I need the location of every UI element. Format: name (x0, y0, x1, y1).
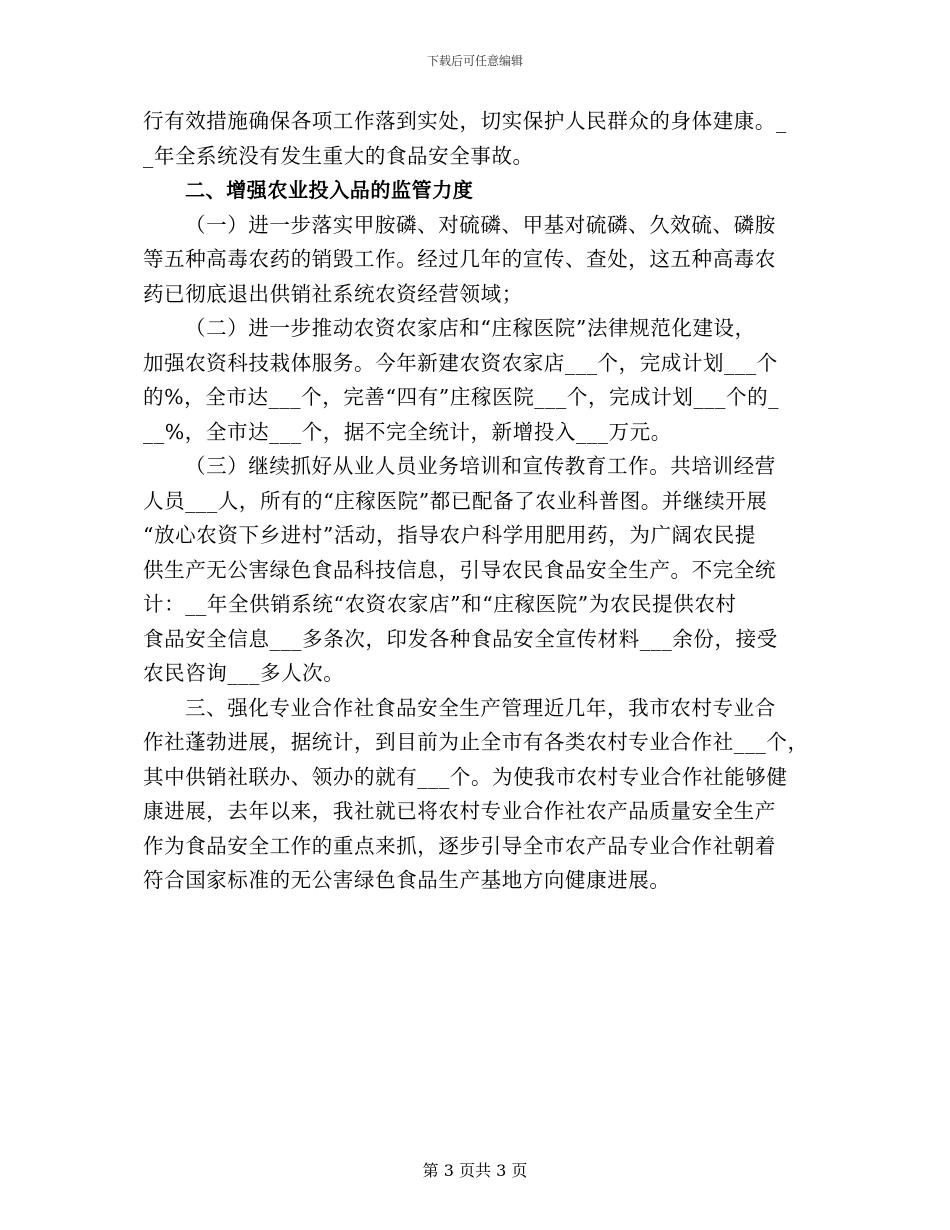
text-line: 符合国家标准的无公害绿色食品生产基地方向健康进展。 (143, 868, 671, 892)
text-line: 计：__年全供销系统“农资农家店”和“庄稼医院”为农民提供农村 (143, 592, 737, 616)
text-line: 加强农资科技栽体服务。今年新建农资农家店___个，完成计划___个 (143, 350, 778, 375)
text-line: 作社蓬勃进展，据统计，到目前为止全市有各类农村专业合作社___个， (143, 730, 809, 754)
text-line: _年全系统没有发生重大的食品安全事故。 (143, 143, 534, 168)
text-line: __%，全市达___个，据不完全统计，新增投入___万元。 (143, 419, 672, 444)
text-line: 药已彻底退出供销社系统农资经营领域； (143, 281, 523, 306)
paragraph-start: （二）进一步推动农资农家店和“庄稼医院”法律规范化建设， (185, 316, 756, 340)
text-line: “放心农资下乡进村”活动，指导农户科学用肥用药，为广阔农民提 (143, 523, 756, 547)
page-footer: 第 3 页共 3 页 (422, 1161, 528, 1180)
paragraph-start: （三）继续抓好从业人员业务培训和宣传教育工作。共培训经营 (185, 454, 776, 478)
paragraph-start: （一）进一步落实甲胺磷、对硫磷、甲基对硫磷、久效硫、磷胺 (185, 212, 776, 237)
text-line: 的%，全市达___个，完善“四有”庄稼医院___个，完成计划___个的_ (143, 385, 780, 409)
text-line: 其中供销社联办、领办的就有___个。为使我市农村专业合作社能够健 (143, 764, 788, 789)
text-line: 供生产无公害绿色食品科技信息，引导农民食品安全生产。不完全统 (143, 557, 776, 582)
text-line: 作为食品安全工作的重点来抓，逐步引导全市农产品专业合作社朝着 (143, 833, 776, 858)
page-header: 下载后可任意编辑 (426, 54, 523, 68)
paragraph-start: 三、强化专业合作社食品安全生产管理近几年，我市农村专业合 (185, 695, 776, 720)
text-line: 等五种高毒农药的销毁工作。经过几年的宣传、查处，这五种高毒农 (143, 247, 776, 271)
section-heading: 二、增强农业投入品的监管力度 (185, 178, 474, 202)
text-line: 人员___人，所有的“庄稼医院”都已配备了农业科普图。并继续开展 (143, 488, 768, 513)
text-line: 食品安全信息___多条次，印发各种食品安全宣传材料___余份，接受 (143, 626, 778, 651)
text-line: 农民咨询___多人次。 (143, 661, 345, 685)
text-line: 康进展，去年以来，我社就已将农村专业合作社农产品质量安全生产 (143, 799, 776, 823)
text-line: 行有效措施确保各项工作落到实处，切实保护人民群众的身体建康。_ (143, 109, 787, 133)
document-body (143, 104, 811, 898)
